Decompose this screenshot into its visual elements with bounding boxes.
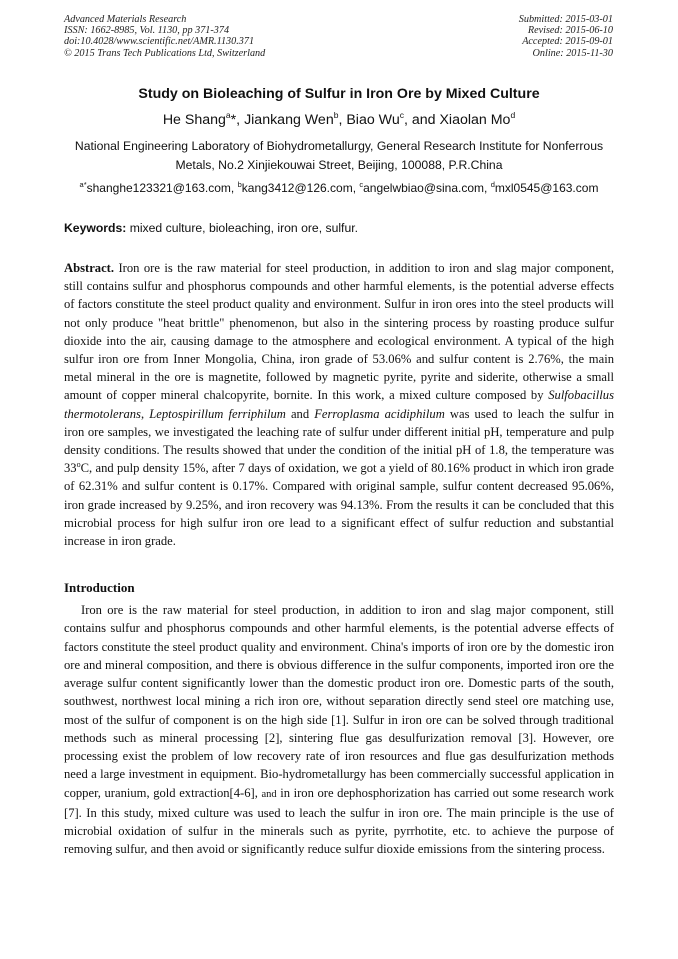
email-mark: a* [79,180,87,189]
abstract-label: Abstract. [64,261,115,275]
corresponding-mark: *, [230,112,245,128]
email-mark: d [490,180,495,189]
paragraph-text: and [261,788,277,800]
journal-copyright: © 2015 Trans Tech Publications Ltd, Switzerland [64,47,266,59]
author-name: Biao Wu [346,112,400,128]
email-address: kang3412@126.com, [241,181,360,195]
author-affiliation-mark: b [333,110,339,120]
species-name: Sulfobacillus thermotolerans [64,388,614,421]
species-name: Ferroplasma acidiphilum [314,406,445,421]
author-affiliation-mark: c [399,110,404,120]
paragraph-text: Iron ore is the raw material for steel production, in addition to iron and slag major component, still contains sulfur and phosphorus compounds and other harmful elements, is the potential adverse effects of factors constitute the steel product quality and environment. China's imports of iron ore by the domestic iron ore and mineral composition, and there is obvious difference in the sulfur components, imported iron ore the average sulfur content significantly lower than the domestic product iron ore. Domestic parts of the south, southwest, northwest local mining a rich iron ore, without separation directly send steel ore matching use, most of the sulfur of component is on the high side [1]. Sulfur in iron ore can be solved through traditional methods such as mineral processing [2], sintering flue gas desulfurization removal [3]. However, ore processing exist the problem of low recovery rate of iron resources and flue gas desulfurization methods need a large investment in equipment. Bio-hydrometallurgy has been commercially successful application in copper, uranium, gold extraction[4-6], [64,603,614,800]
degree-mark: o [76,460,81,470]
date-online: Online: 2015-11-30 [532,47,613,59]
paragraph-text: in iron ore dephosphorization has carried out some research work [7]. In this study, mixed culture was used to leach the sulfur in iron ore. The main principle is the use of microbial oxidation of sulfur in the minerals such as pyrite, pyrrhotite, etc. to achieve the purpose of removing sulfur, and then avoid or significantly reduce sulfur dioxide emissions from the sintering process. [64,785,614,857]
journal-name: Advanced Materials Research [64,14,187,25]
author-name: He Shang [162,112,226,128]
keywords-text: mixed culture, bioleaching, iron ore, sulfur. [126,221,358,235]
abstract-text: and [285,406,315,421]
journal-doi: doi:10.4028/www.scientific.net/AMR.1130.371 [64,36,255,48]
date-revised: Revised: 2015-06-10 [527,25,613,37]
author-list [0,111,678,129]
section-heading-introduction: Introduction [64,580,135,595]
email-address: angelwbiao@sina.com, [363,181,491,195]
keywords-label: Keywords: [64,221,127,235]
email-address: mxl0545@163.com [494,181,599,195]
paper-title: Study on Bioleaching of Sulfur in Iron Ore by Mixed Culture [138,86,540,102]
author-separator: , and [403,112,440,128]
affiliation: National Engineering Laboratory of Biohydrometallurgy, General Research Institute for Nonferrous Metals, No.2 Xinjiekouwai Street, Beijing, 100088, P.R.China [74,139,604,172]
email-mark: b [237,180,242,189]
author-affiliation-mark: a [225,110,231,120]
author-separator: , [338,112,347,128]
journal-issn: ISSN: 1662-8985, Vol. 1130, pp 371-374 [64,25,230,37]
abstract [64,259,614,550]
journal-info [64,14,265,59]
abstract-text: was used to leach the sulfur in iron ore samples, we investigated the leaching rate of sulfur under different initial pH, temperature and pulp density conditions. The results showed that under the condition of the initial pH of 1.8, the temperature was 33 [64,406,615,476]
author-name: Xiaolan Mo [439,112,511,128]
author-name: Jiankang Wen [244,112,334,128]
author-emails [0,180,678,196]
abstract-text: C, and pulp density 15%, after 7 days of oxidation, we got a yield of 80.16% product in which iron grade of 62.31% and sulfur content is 0.17%. Compared with original sample, sulfur content decreased 95.06%, iron grade increased by 9.25%, and iron recovery was 94.13%. From the results it can be concluded that this microbial process for high sulfur iron ore lead to a significant effect of sulfur reduction and substantial increase in iron grade. [64,461,614,549]
publication-dates [519,14,613,59]
species-name: Leptospirillum ferriphilum [149,406,286,421]
keywords [64,220,614,236]
date-submitted: Submitted: 2015-03-01 [518,14,613,25]
abstract-text: , [140,406,150,421]
introduction-paragraph [64,601,614,859]
email-mark: c [359,180,364,189]
email-address: shanghe123321@163.com, [86,181,238,195]
date-accepted: Accepted: 2015-09-01 [522,36,613,48]
author-affiliation-mark: d [510,110,516,120]
abstract-text: Iron ore is the raw material for steel production, in addition to iron and slag major component, still contains sulfur and phosphorus compounds and other harmful elements, is the potential adverse effects of factors constitute the steel product quality and environment. Sulfur in iron ores into the steel products will not only produce "heat brittle" phenomenon, but also in the sintering process by roasting produce sulfur dioxide into the air, causing damage to the atmosphere and ecological environment. A typical of the high sulfur iron ore from Inner Mongolia, China, iron grade of 53.06% and sulfur content is 2.76%, the main metal mineral in the ore is magnetite, followed by magnetic pyrite, pyrite and siderite, otherwise a small amount of copper mineral chalcopyrite, bornite. In this work, a mixed culture composed by [64,261,614,403]
